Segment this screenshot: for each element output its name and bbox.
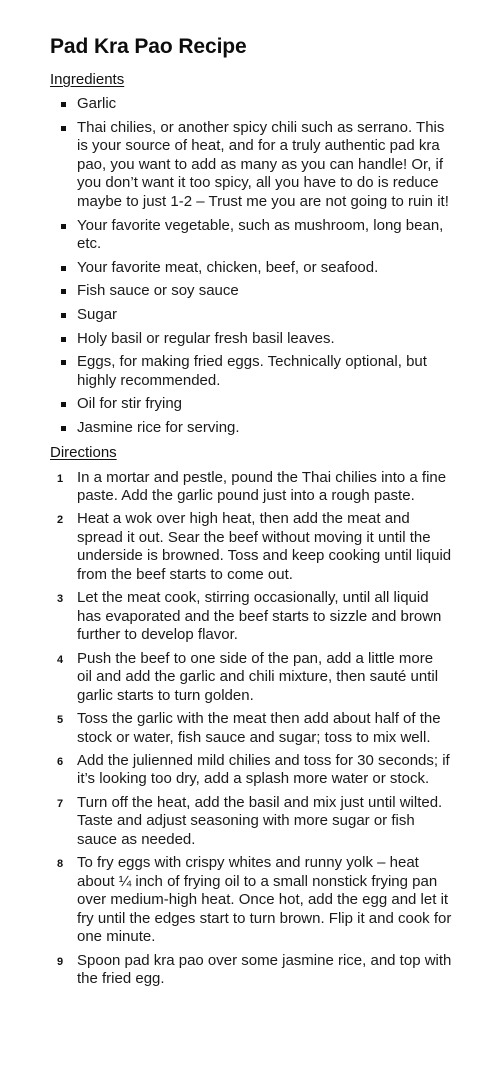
- direction-step: [50, 710, 452, 747]
- bullet-icon: [61, 402, 66, 407]
- ingredient-text: Sugar: [77, 305, 118, 323]
- direction-step: [50, 469, 452, 506]
- ingredient-item: [50, 95, 452, 114]
- ingredient-item: [50, 306, 452, 325]
- ingredient-item: [50, 282, 452, 301]
- direction-step: [50, 854, 452, 947]
- ingredient-text: Thai chilies, or another spicy chili such as serrano. This is your source of heat, and for a truly authentic pad kra pao, you want to add as many as you can handle! Or, if you don’t want it too spicy, all you have to do is reduce maybe to just 1-2 – Trust me you are not going to ruin it!: [77, 118, 449, 210]
- bullet-icon: [61, 102, 66, 107]
- bullet-icon: [61, 266, 66, 271]
- page-title: Pad Kra Pao Recipe: [50, 35, 247, 58]
- ingredient-text: Eggs, for making fried eggs. Technically optional, but highly recommended.: [77, 353, 427, 389]
- ingredient-text: Fish sauce or soy sauce: [77, 282, 239, 300]
- step-text: Turn off the heat, add the basil and mix just until wilted. Taste and adjust seasoning with more sugar or fish sauce as needed.: [77, 793, 443, 848]
- step-number: 9: [57, 955, 64, 968]
- step-number: 7: [57, 797, 64, 810]
- ingredients-heading: Ingredients: [50, 71, 125, 88]
- direction-step: [50, 510, 452, 584]
- bullet-icon: [61, 313, 66, 318]
- ingredient-item: [50, 419, 452, 438]
- step-text: Heat a wok over high heat, then add the meat and spread it out. Sear the beef without moving it until the underside is browned. Toss and keep cooking until liquid from the beef starts to come out.: [77, 510, 452, 584]
- ingredient-item: [50, 119, 452, 212]
- directions-heading: Directions: [50, 443, 117, 461]
- direction-step: [50, 650, 452, 706]
- step-number: 2: [57, 514, 64, 527]
- bullet-icon: [61, 426, 66, 431]
- direction-step: [50, 589, 452, 645]
- ingredient-item: [50, 330, 452, 349]
- step-number: 3: [57, 593, 64, 606]
- step-text: To fry eggs with crispy whites and runny yolk – heat about ¼ inch of frying oil to a small nonstick frying pan over medium-high heat. Once hot, add the egg and let it fry until the edges start to turn brown. Flip it and cook for one minute.: [77, 853, 452, 946]
- ingredient-item: [50, 259, 452, 278]
- step-number: 8: [57, 857, 64, 870]
- ingredient-text: Jasmine rice for serving.: [77, 418, 240, 436]
- direction-step: [50, 952, 452, 989]
- ingredient-item: [50, 353, 452, 390]
- bullet-icon: [61, 224, 66, 229]
- step-number: 4: [57, 653, 64, 666]
- bullet-icon: [61, 126, 66, 131]
- step-number: 1: [57, 472, 64, 485]
- step-text: In a mortar and pestle, pound the Thai chilies into a fine paste. Add the garlic pound just into a rough paste.: [77, 468, 447, 505]
- step-text: Toss the garlic with the meat then add about half of the stock or water, fish sauce and sugar; toss to mix well.: [77, 710, 441, 746]
- ingredient-text: Your favorite vegetable, such as mushroom, long bean, etc.: [77, 216, 444, 253]
- direction-step: [50, 752, 452, 789]
- ingredient-text: Your favorite meat, chicken, beef, or seafood.: [77, 258, 379, 276]
- bullet-icon: [61, 289, 66, 294]
- step-number: 5: [57, 714, 64, 726]
- direction-step: [50, 794, 452, 850]
- directions-list: [50, 469, 452, 989]
- step-number: 6: [57, 755, 64, 768]
- ingredients-list: [50, 95, 452, 438]
- bullet-icon: [61, 337, 66, 342]
- step-text: Spoon pad kra pao over some jasmine rice, and top with the fried egg.: [77, 951, 452, 988]
- step-text: Add the julienned mild chilies and toss for 30 seconds; if it’s looking too dry, add a splash more water or stock.: [77, 751, 450, 788]
- ingredient-text: Garlic: [77, 95, 117, 112]
- ingredient-text: Holy basil or regular fresh basil leaves.: [77, 329, 335, 347]
- ingredient-item: [50, 395, 452, 414]
- ingredient-text: Oil for stir frying: [77, 395, 183, 413]
- step-text: Push the beef to one side of the pan, add a little more oil and add the garlic and chili mixture, then sauté until garlic starts to turn golden.: [77, 649, 439, 704]
- ingredient-item: [50, 217, 452, 254]
- bullet-icon: [61, 360, 66, 365]
- step-text: Let the meat cook, stirring occasionally, until all liquid has evaporated and the beef starts to sizzle and brown further to develop flavor.: [77, 589, 442, 644]
